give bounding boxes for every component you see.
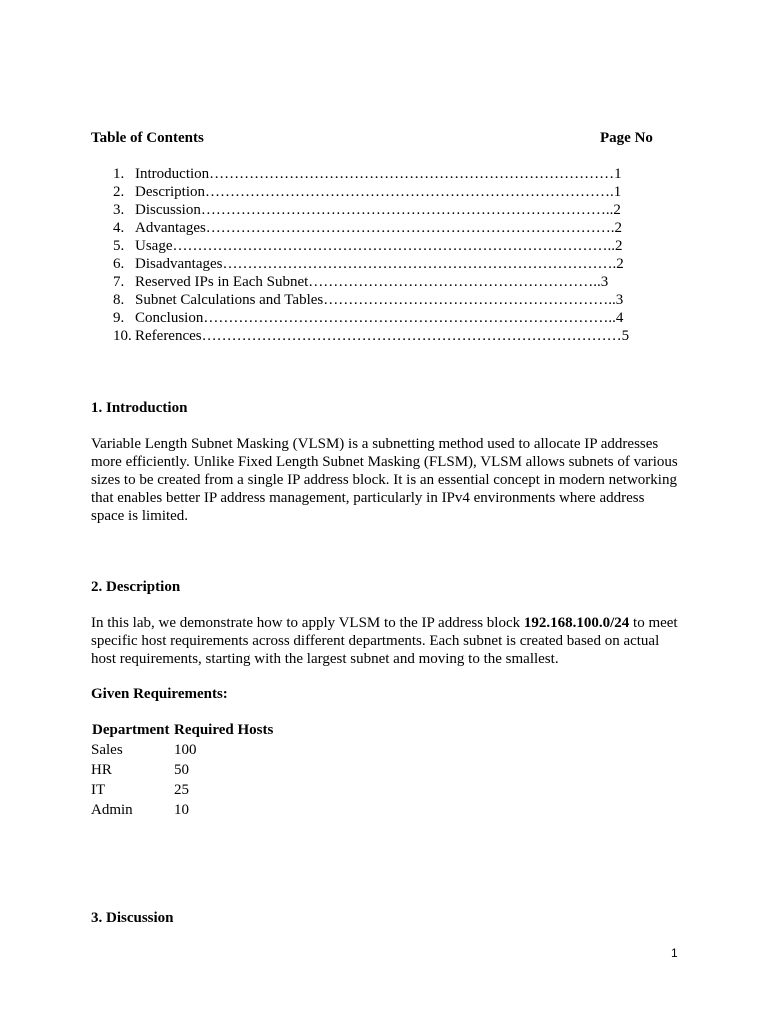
description-paragraph [91,614,681,668]
toc-item[interactable] [113,165,622,183]
table-row [91,781,273,801]
requirements-table [91,721,273,821]
description-heading: 2. Description [91,579,181,595]
department-cell: Admin [91,802,133,818]
hosts-cell: 10 [174,802,189,818]
toc-item[interactable] [113,327,629,345]
column-header-department: Department [92,722,170,738]
toc-item[interactable] [113,183,621,201]
toc-item-number: 5. [113,238,125,254]
toc-item-number: 10. [113,328,132,344]
table-header-row [91,721,273,741]
toc-item-text: Reserved IPs in Each Subnet…………………………………………………..3 [135,274,609,290]
toc-page-header: Page No [600,130,653,146]
hosts-cell: 100 [174,742,197,758]
department-cell: HR [91,762,112,778]
toc-item-text: Description……………………………………………………………………….1 [135,184,622,200]
table-row [91,801,273,821]
introduction-paragraph: Variable Length Subnet Masking (VLSM) is a subnetting method used to allocate IP addresses more efficiently. Unlike Fixed Length Subnet Masking (FLSM), VLSM allows subnets of various sizes to be created from a single IP address block. It is an essential concept in modern networking that enables better IP address management, particularly in IPv4 environments where address space is limited. [91,436,678,524]
department-cell: IT [91,782,106,798]
toc-item-number: 7. [113,274,125,290]
toc-item-text: Usage……………………………………………………………………………..2 [135,238,623,254]
table-row [91,761,273,781]
toc-item-text: Discussion………………………………………………………………………..2 [135,202,621,218]
toc-item-text: Conclusion………………………………………………………………………..4 [135,310,624,326]
toc-item-number: 8. [113,292,125,308]
requirements-heading: Given Requirements: [91,686,228,702]
hosts-cell: 25 [174,782,189,798]
toc-item[interactable] [113,219,622,237]
page-number: 1 [671,946,678,960]
discussion-heading: 3. Discussion [91,910,174,926]
toc-item-text: Introduction………………………………………………………………………1 [135,166,622,182]
description-text-after: to meet specific host requirements across different departments. Each subnet is created based on actual host requirements, starting with the largest subnet and moving to the smallest. [91,615,678,667]
toc-item-number: 2. [113,184,125,200]
toc-item-number: 6. [113,256,125,272]
department-cell: Sales [91,742,123,758]
toc-item[interactable] [113,255,624,273]
toc-item-text: Advantages……………………………………………………………………….2 [135,220,623,236]
toc-item[interactable] [113,291,623,309]
toc-item-number: 4. [113,220,125,236]
ip-block: 192.168.100.0/24 [523,615,630,631]
toc-item-number: 3. [113,202,125,218]
toc-item-text: Subnet Calculations and Tables…………………………………………………..3 [135,292,624,308]
toc-item[interactable] [113,273,608,291]
toc-item-number: 1. [113,166,125,182]
toc-item-number: 9. [113,310,125,326]
toc-item[interactable] [113,309,623,327]
toc-item-text: References…………………………………………………………………………5 [135,328,630,344]
toc-item[interactable] [113,201,621,219]
column-header-hosts: Required Hosts [174,722,274,738]
introduction-heading: 1. Introduction [91,400,188,416]
hosts-cell: 50 [174,762,189,778]
toc-item-text: Disadvantages…………………………………………………………………….2 [135,256,624,272]
description-text-before: In this lab, we demonstrate how to apply VLSM to the IP address block [91,615,524,631]
table-row [91,741,273,761]
toc-item[interactable] [113,237,623,255]
toc-title: Table of Contents [91,130,204,146]
